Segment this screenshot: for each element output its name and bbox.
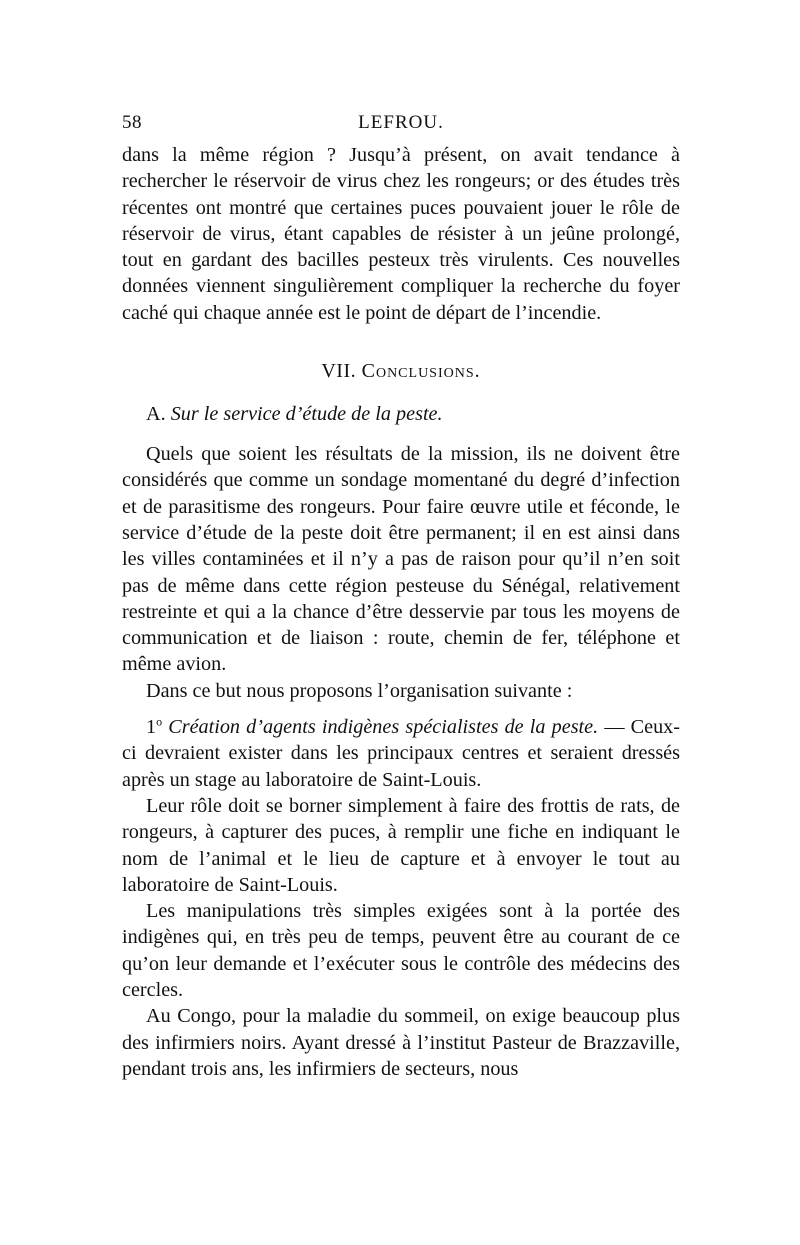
section-number: VII. [321, 360, 357, 383]
subheading [122, 401, 680, 427]
page-number: 58 [122, 112, 142, 133]
item-title: Création d’agents indigènes spécialistes de la peste. [168, 716, 599, 739]
subheading-letter: A. [146, 403, 166, 426]
item-text: — Ceux-ci devraient exister dans les principaux centres et seraient dressés après un stage au laboratoire de Saint-Louis. [122, 716, 680, 791]
running-title: LEFROU. [358, 112, 444, 133]
paragraph: Les manipulations très simples exigées sont à la portée des indigènes qui, en très peu de temps, peuvent être au courant de ce qu’on leur demande et l’exécuter sous le contrôle des médecins des cercles. [122, 900, 680, 1002]
paragraph: Dans ce but nous proposons l’organisation suivante : [146, 679, 573, 702]
subheading-text: Sur le service d’étude de la peste. [170, 403, 443, 426]
section-title: Conclusions. [361, 360, 481, 383]
item-ordinal: o [156, 714, 163, 729]
running-head [122, 112, 680, 142]
section-heading [122, 360, 680, 383]
paragraph: Quels que soient les résultats de la mission, ils ne doivent être considérés que comme un sondage momentané du degré d’infection et de parasitisme des rongeurs. Pour faire œuvre utile et féconde, le service d’étude de la peste doit être permanent; il en est ainsi dans les villes contaminées et il n’y a pas de raison pour qu’il n’en soit pas de même dans cette région pesteuse du Sénégal, relativement restreinte et qui a la chance d’être desservie par tous les moyens de communication et de liaison : route, chemin de fer, téléphone et même avion. [122, 443, 680, 676]
item-number: 1 [146, 716, 157, 739]
paragraph: Au Congo, pour la maladie du sommeil, on exige beaucoup plus des infirmiers noirs. Ayant dressé à l’institut Pasteur de Brazzaville, pendant trois ans, les infirmiers de secteurs, nous [122, 1005, 680, 1080]
body-text [122, 142, 680, 1082]
spacer [122, 704, 680, 714]
paragraph-continuation: dans la même région ? Jusqu’à présent, on avait tendance à rechercher le réservoir de virus chez les rongeurs; or des études très récentes ont montré que certaines puces pouvaient jouer le rôle de réservoir de virus, étant capables de résister à un jeûne prolongé, tout en gardant des bacilles pesteux très virulents. Ces nouvelles données viennent singulièrement compliquer la recherche du foyer caché qui chaque année est le point de départ de l’incendie. [122, 144, 680, 324]
book-page [122, 112, 680, 1082]
numbered-item [122, 714, 680, 793]
paragraph: Leur rôle doit se borner simplement à faire des frottis de rats, de rongeurs, à capturer des puces, à remplir une fiche en indiquant le nom de l’animal et le lieu de capture et à envoyer le tout au laboratoire de Saint-Louis. [122, 794, 680, 896]
